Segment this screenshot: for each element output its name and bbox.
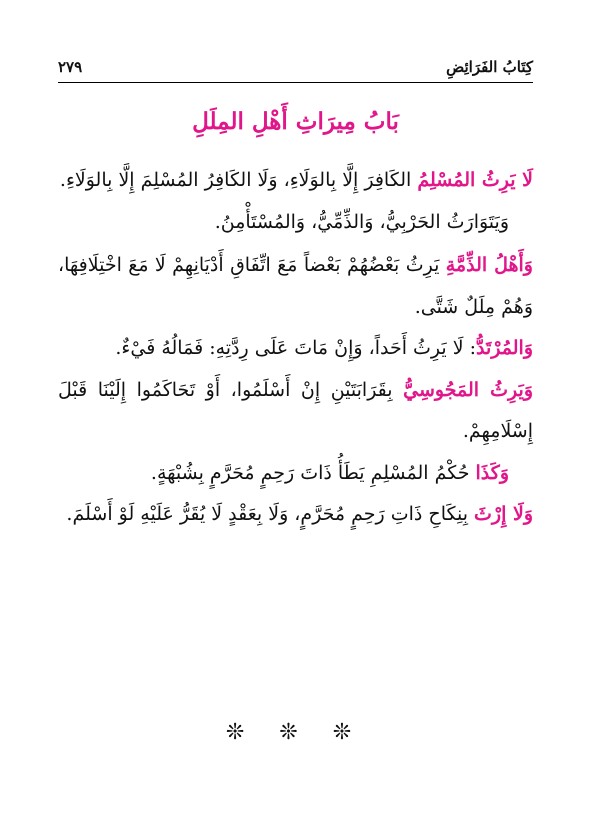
main-text xyxy=(58,160,533,536)
header-divider xyxy=(58,82,533,83)
paragraph-7 xyxy=(58,494,533,536)
paragraph-3 xyxy=(58,245,533,328)
page-number: ٢٧٩ xyxy=(58,58,83,76)
paragraph-4-text: : لَا يَرِثُ أَحَداً، وَإِنْ مَاتَ عَلَى رِدَّتِهِ: فَمَالُهُ فَيْءٌ. xyxy=(115,337,477,359)
book-title: كِتَابُ الفَرَائِضِ xyxy=(446,58,533,76)
paragraph-3-highlight: وَأَهْلُ الذِّمَّةِ xyxy=(445,254,533,276)
chapter-title: بَابُ مِيرَاثِ أَهْلِ المِلَلِ xyxy=(192,108,399,135)
paragraph-6 xyxy=(58,453,533,495)
paragraph-3-text: يَرِثُ بَعْضُهُمْ بَعْضاً مَعَ اتِّفَاقِ أَدْيَانِهِمْ لَا مَعَ اخْتِلَافِهَا، وَهُمْ مِلَلٌ شَتَّى. xyxy=(58,254,533,318)
paragraph-6-text: حُكْمُ المُسْلِمِ يَطَأُ ذَاتَ رَحِمٍ مُحَرَّمٍ بِشُبْهَةٍ. xyxy=(150,461,476,484)
paragraph-5-highlight: وَيَرِثُ المَجُوسِيُّ xyxy=(403,378,533,401)
paragraph-6-highlight: وَكَذَا xyxy=(475,461,509,484)
paragraph-1-text: الكَافِرَ إِلَّا بِالوَلَاءِ، وَلَا الكَافِرُ المُسْلِمَ إِلَّا بِالوَلَاءِ. xyxy=(59,169,418,191)
paragraph-2-text: وَيَتَوَارَثُ الحَرْبِيُّ، وَالذِّمِّيُّ، وَالمُسْتَأْمِنُ. xyxy=(214,210,509,233)
paragraph-5-text: بِقَرَابَتَيْنِ إِنْ أَسْلَمُوا، أَوْ تَحَاكَمُوا إِلَيْنَا قَبْلَ إِسْلَامِهِمْ. xyxy=(58,378,533,442)
paragraph-7-text: بِنِكَاحِ ذَاتِ رَحِمٍ مُحَرَّمٍ، وَلَا بِعَقْدٍ لَا يُقَرُّ عَلَيْهِ لَوْ أَسْلَمَ. xyxy=(66,503,475,525)
paragraph-2 xyxy=(58,202,533,244)
paragraph-4-highlight: وَالمُرْتَدُّ xyxy=(476,337,533,359)
section-end-ornament: ❊ ❊ ❊ xyxy=(225,720,366,745)
paragraph-5 xyxy=(58,370,533,453)
paragraph-7-highlight: وَلَا إِرْثَ xyxy=(474,503,533,525)
paragraph-1-highlight: لَا يَرِثُ المُسْلِمُ xyxy=(417,169,533,191)
running-header xyxy=(58,58,533,84)
paragraph-4 xyxy=(58,328,533,370)
paragraph-1 xyxy=(58,160,533,202)
